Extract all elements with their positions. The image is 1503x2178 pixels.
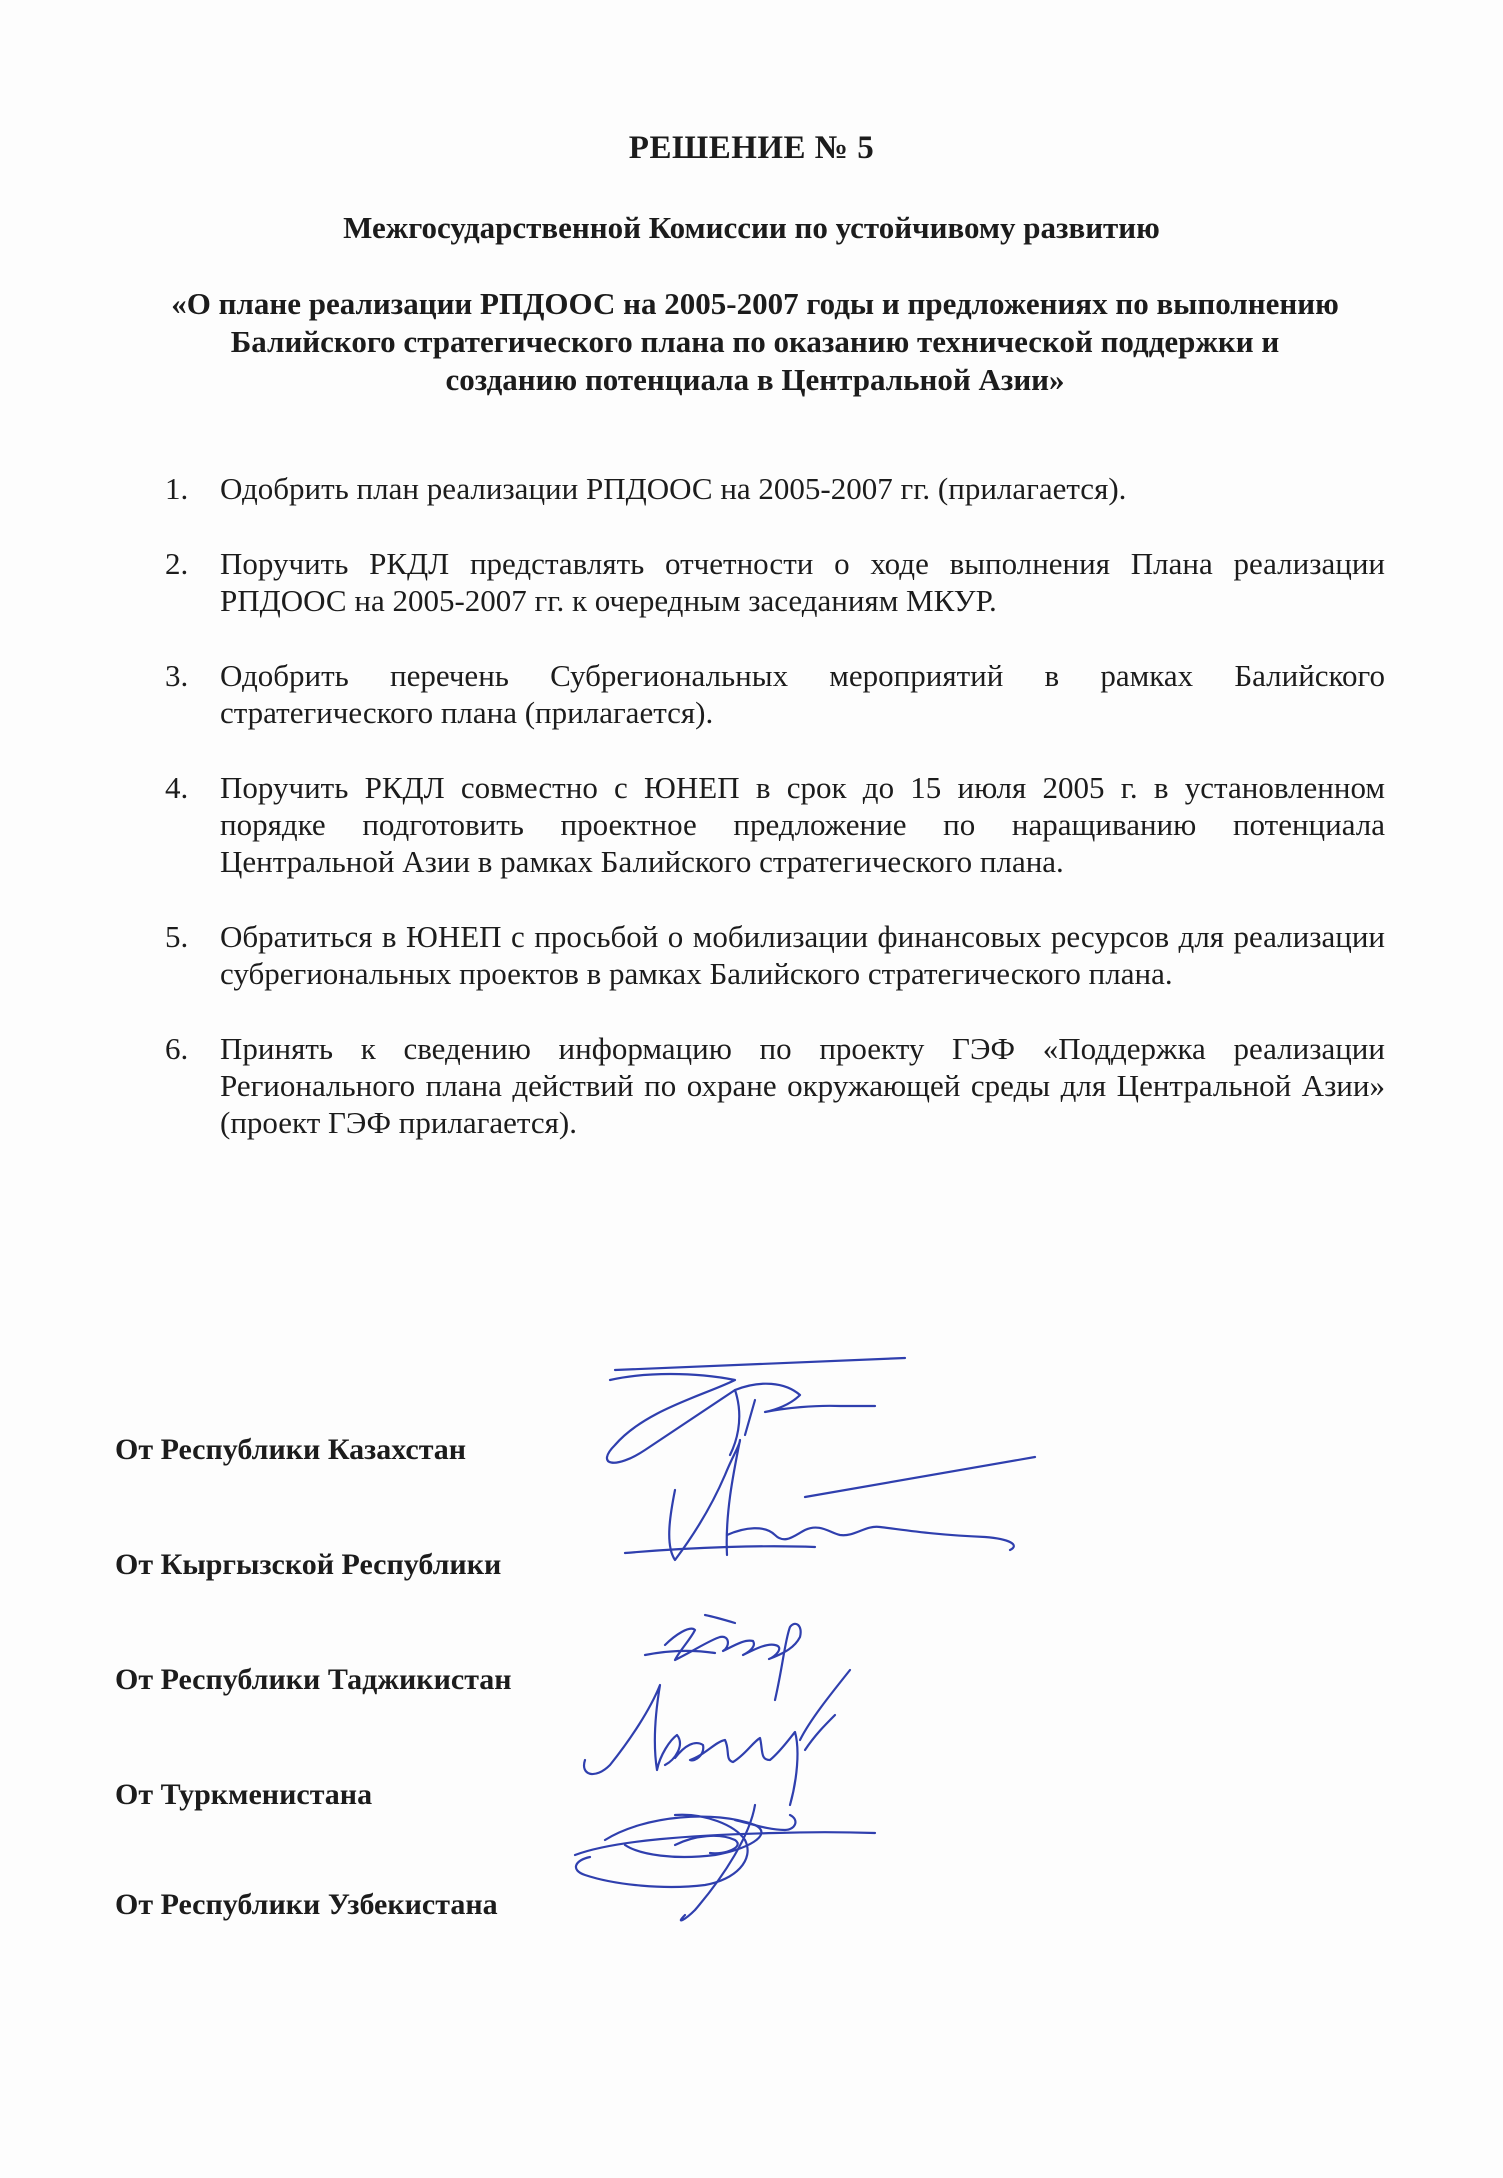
signatory-row-kyrgyzstan <box>115 1510 1415 1590</box>
signatory-label: От Республики Казахстан <box>115 1433 467 1466</box>
decision-item-number: 2. <box>165 546 189 581</box>
signature-kyrgyzstan <box>615 1435 1035 1595</box>
decision-item-number: 4. <box>165 770 189 805</box>
topic-line: Балийского стратегического плана по оказанию технической поддержки и <box>230 324 1280 359</box>
decision-item-number: 5. <box>165 919 189 954</box>
decision-item <box>165 769 1385 880</box>
decision-item-number: 3. <box>165 658 189 693</box>
signatory-row-uzbekistan <box>115 1850 1415 1930</box>
decision-item-number: 6. <box>165 1031 189 1066</box>
document-subtitle: Межгосударственной Комиссии по устойчивому развитию <box>343 210 1160 245</box>
document-topic <box>110 285 1400 399</box>
signatory-label: От Кыргызской Республики <box>115 1548 502 1581</box>
signatory-label: От Туркменистана <box>115 1778 373 1811</box>
signatories-block <box>115 1395 1415 1955</box>
decision-item <box>165 545 1385 619</box>
decision-item-text: Поручить РКДЛ совместно с ЮНЕП в срок до 15 июля 2005 г. в установленном порядке подготовить проектное предложение по наращиванию потенциала Центральной Азии в рамках Балийского стратегического плана. <box>220 770 1385 879</box>
decision-item <box>165 918 1385 992</box>
decision-items-list <box>165 470 1385 1141</box>
topic-line: созданию потенциала в Центральной Азии» <box>445 362 1065 397</box>
decision-item-text: Одобрить план реализации РПДООС на 2005-2007 гг. (прилагается). <box>220 471 1127 506</box>
signatory-label: От Республики Таджикистан <box>115 1663 512 1696</box>
decision-item-text: Одобрить перечень Субрегиональных мероприятий в рамках Балийского стратегического плана (прилагается). <box>220 658 1385 730</box>
decision-item-text: Поручить РКДЛ представлять отчетности о ходе выполнения Плана реализации РПДООС на 2005-2007 гг. к очередным заседаниям МКУР. <box>220 546 1385 618</box>
decision-item-text: Обратиться в ЮНЕП с просьбой о мобилизации финансовых ресурсов для реализации субрегиональных проектов в рамках Балийского стратегического плана. <box>220 919 1385 991</box>
decision-item <box>165 1030 1385 1141</box>
decision-item <box>165 470 1385 507</box>
signatory-label: От Республики Узбекистана <box>115 1888 498 1921</box>
document-title: РЕШЕНИЕ № 5 <box>628 130 875 166</box>
decision-item-text: Принять к сведению информацию по проекту ГЭФ «Поддержка реализации Регионального плана действий по охране окружающей среды для Центральной Азии» (проект ГЭФ прилагается). <box>220 1031 1385 1140</box>
signature-uzbekistan <box>545 1785 905 1945</box>
decision-item-number: 1. <box>165 471 189 506</box>
topic-line: «О плане реализации РПДООС на 2005-2007 годы и предложениях по выполнению <box>171 286 1339 321</box>
decision-item <box>165 657 1385 731</box>
